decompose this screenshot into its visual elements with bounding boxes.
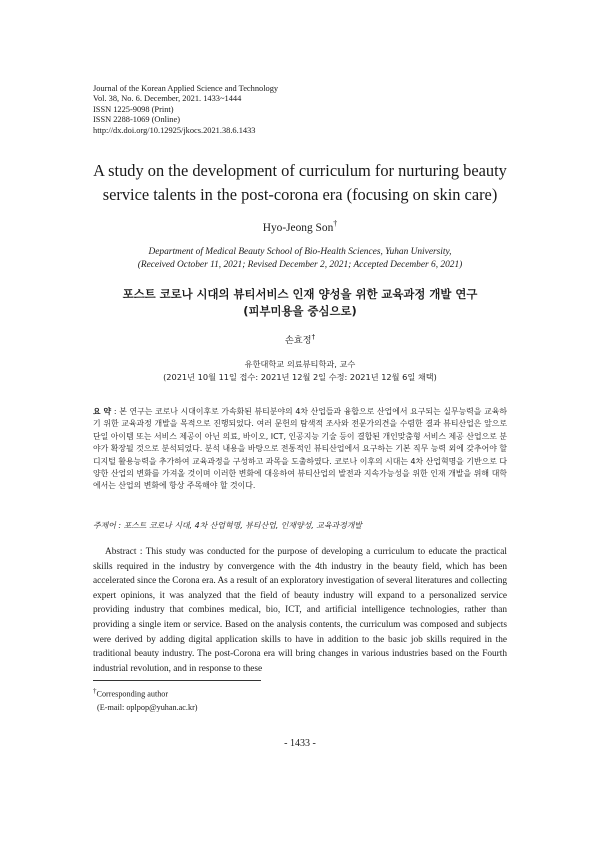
affiliation-dates: (Received October 11, 2021; Revised December 2, 2021; Accepted December 6, 2021) <box>137 260 463 271</box>
affiliation <box>60 246 540 273</box>
korean-keywords-label: 주제어 <box>93 521 116 530</box>
author <box>0 219 600 234</box>
korean-affiliation-dates: (2021년 10월 11일 접수: 2021년 12월 2일 수정: 2021년 12월 6일 채택) <box>163 372 437 382</box>
korean-author <box>0 332 600 346</box>
author-mark: † <box>333 219 338 228</box>
korean-keywords-text: 포스트 코로나 시대, 4차 산업혁명, 뷰티산업, 인재양성, 교육과정개발 <box>123 521 362 530</box>
korean-abstract: 요 약 : 본 연구는 코로나 시대이후로 가속화된 뷰티분야의 4차 산업들과 융합으로 산업에서 요구되는 실무능력을 교육하기 위한 교육과정 개발을 목적으로 진행되었다. 여러 문헌의 탐색적 조사와 전문가의견을 수렴한 결과 뷰티산업은 앞으로 단일 아이템 또는 서비스 제공이 아닌 의료, 바이오, ICT, 인공지능 기술 등이 결합된 개인맞춤형 서비스 제공 산업으로 분야가 확장될 것으로 분석되었다. 분석 내용을 바탕으로 전통적인 뷰티산업에서 요구하는 기본 직무 능력 외에 갖추어야 할 디지털 활용능력을 추가하여 교육과정을 구성하고 과목을 도출하였다. 코로나 이후의 시대는 4차 산업혁명을 기반으로 다양한 산업의 변화를 가져올 것이며 이러한 변화에 대응하여 뷰티산업의 발전과 지속가능성을 위한 인재 개발을 위해 대학에서는 산업의 변화에 항상 주목해야 할 것이다. <box>93 407 507 491</box>
title-line-1: A study on the development of curriculum for nurturing beauty <box>93 161 507 180</box>
footnote-email: (E-mail: oplpop@yuhan.ac.kr) <box>97 702 198 712</box>
journal-volume: Vol. 38, No. 6. December, 2021. 1433~1444 <box>93 94 242 104</box>
issn-print: ISSN 1225-9098 (Print) <box>93 104 174 114</box>
footnote-divider <box>93 680 261 681</box>
english-abstract: Abstract : This study was conducted for the purpose of developing a curriculum to educate the practical skills required in the industry by convergence with the 4th industry in the beauty field, which has been accelerated since the Corona era. As a result of an exploratory investigation of several literatures and collecting expert opinions, it was analyzed that the field of beauty industry will expand to a personalized service providing industry that combines medical, bio, ICT, and artificial intelligence technologies, rather than providing a single item or service. Based on the analysis contents, the curriculum was composed and subjects were derived by adding digital application skills to have in addition to the basic job skills required in the traditional beauty industry. The post-Corona era will bring changes in various industries based on the Fourth industrial revolution, and in response to these <box>93 547 507 674</box>
korean-affiliation-dept: 유한대학교 의료뷰티학과, 교수 <box>244 359 356 369</box>
paper-title <box>60 159 540 207</box>
footnote <box>93 685 198 714</box>
korean-abstract-text: 본 연구는 코로나 시대이후로 가속화된 뷰티분야의 4차 산업들과 융합으로 산업에서 요구되는 실무능력을 교육하기 위한 교육과정 개발을 목적으로 진행되었다. 여러 문헌의 탐색적 조사와 전문가의견을 수렴한 결과 뷰티산업은 앞으로 단일 아이템 또는 서비스 제공이 아닌 의료, 바이오, ICT, 인공지능 기술 등이 결합된 개인맞춤형 서비스 제공 산업으로 분야가 확장될 것으로 분석되었다. 분석 내용을 바탕으로 전통적인 뷰티산업에서 요구하는 기본 직무 능력 외에 갖추어야 할 디지털 활용능력을 추가하여 교육과정을 구성하고 과목을 도출하였다. 코로나 이후의 시대는 4차 산업혁명을 기반으로 다양한 산업의 변화를 가져올 것이며 이러한 변화에 대응하여 뷰티산업의 발전과 지속가능성을 위한 인재 개발을 위해 대학에서는 산업의 변화에 항상 주목해야 할 것이다. <box>93 407 507 491</box>
journal-meta <box>93 84 278 136</box>
korean-abstract-label: 요 약 <box>93 407 112 416</box>
issn-online: ISSN 2288-1069 (Online) <box>93 115 181 125</box>
affiliation-dept: Department of Medical Beauty School of Bio-Health Sciences, Yuhan University, <box>148 247 452 257</box>
page-number: - 1433 - <box>284 738 316 749</box>
title-line-2: service talents in the post-corona era (focusing on skin care) <box>102 185 498 204</box>
korean-author-name: 손효정 <box>284 335 312 346</box>
author-name: Hyo-Jeong Son <box>262 221 334 234</box>
english-abstract-label: Abstract <box>105 547 137 557</box>
doi-link[interactable]: http://dx.doi.org/10.12925/jkocs.2021.38.6.1433 <box>93 125 256 135</box>
korean-title-line-1: 포스트 코로나 시대의 뷰티서비스 인재 양성을 위한 교육과정 개발 연구 <box>122 287 478 301</box>
korean-title-line-2: (피부미용을 중심으로) <box>243 304 357 318</box>
korean-author-mark: † <box>311 332 316 341</box>
korean-title <box>60 286 540 320</box>
footnote-label: Corresponding author <box>96 689 169 699</box>
journal-name: Journal of the Korean Applied Science and Technology <box>93 84 279 93</box>
footnote-mark: † <box>93 687 97 695</box>
korean-affiliation <box>60 358 540 384</box>
korean-keywords: 주제어 : 포스트 코로나 시대, 4차 산업혁명, 뷰티산업, 인재양성, 교육과정개발 <box>93 521 362 530</box>
english-abstract-text: This study was conducted for the purpose of developing a curriculum to educate the practical skills required in the industry by convergence with the 4th industry in the beauty field, which has been accelerated since the Corona era. As a result of an exploratory investigation of several literatures and collecting expert opinions, it was analyzed that the field of beauty industry will expand to a personalized service providing industry that combines medical, bio, ICT, and artificial intelligence technologies, rather than providing a single item or service. Based on the analysis contents, the curriculum was composed and subjects were derived by adding digital application skills to have in addition to the basic job skills required in the traditional beauty industry. The post-Corona era will bring changes in various industries based on the Fourth industrial revolution, and in response to these <box>93 547 507 674</box>
